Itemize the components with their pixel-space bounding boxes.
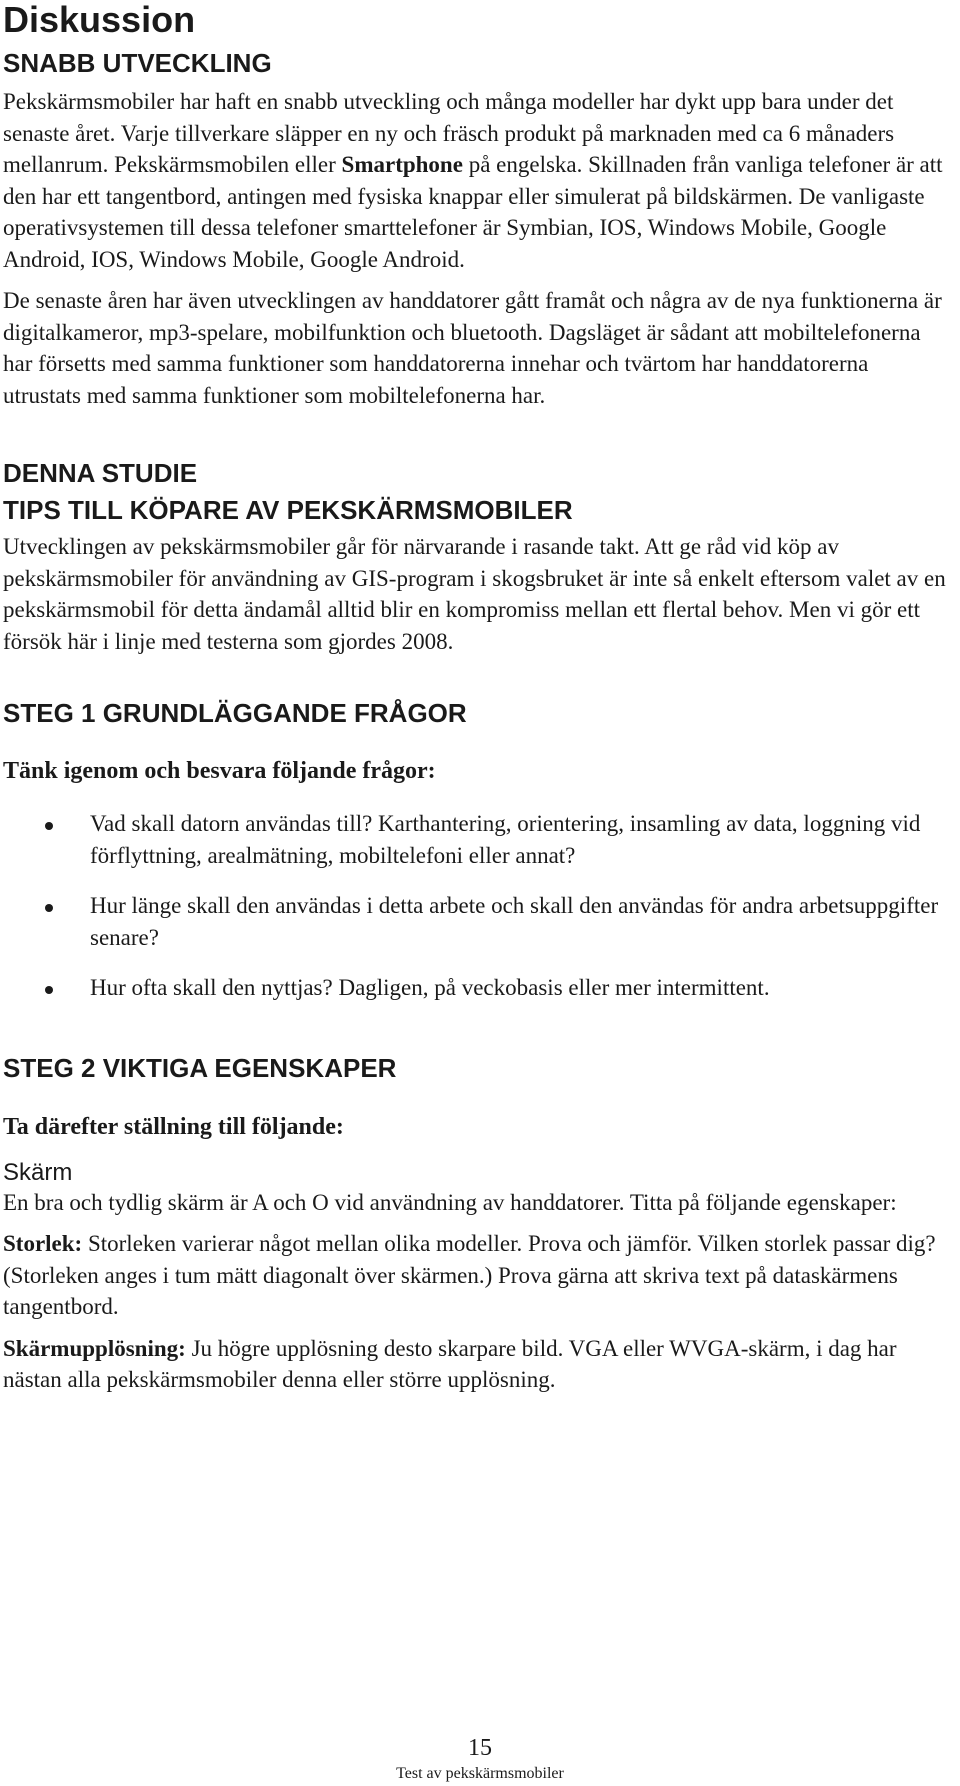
heading-steg-2: STEG 2 VIKTIGA EGENSKAPER — [3, 1052, 397, 1083]
heading-steg-1: STEG 1 GRUNDLÄGGANDE FRÅGOR — [3, 698, 467, 728]
heading-denna-studie: DENNA STUDIE — [3, 458, 198, 488]
subheading-steg-1: Tänk igenom och besvara följande frågor: — [3, 758, 436, 784]
paragraph-skarm: En bra och tydlig skärm är A och O vid användning av handdatorer. Titta på följande egenskaper: — [3, 1189, 897, 1215]
footer-title: Test av pekskärmsmobiler — [396, 1765, 564, 1782]
list-item-text: Hur ofta skall den nyttjas? Dagligen, på veckobasis eller mer intermittent. — [90, 975, 770, 1000]
bullet-icon — [45, 822, 53, 830]
subheading-steg-2: Ta därefter ställning till följande: — [3, 1113, 344, 1140]
list-item-text: Hur länge skall den användas i detta arbete och skall den användas för andra arbetsuppgifter senare? — [90, 893, 939, 950]
paragraph-intro-part1: Pekskärmsmobiler har haft en snabb utveckling och många modeller har dykt upp bara under det senaste året. Varje tillverkare släpper en ny och fräsch produkt på marknaden med ca 6 månaders mellanrum. Pekskärmsmobilen eller — [3, 89, 895, 177]
storlek-text: Storleken varierar något mellan olika modeller. Prova och jämför. Vilken storlek passar dig? (Storleken anges i tum mätt diagonalt över skärmen.) Prova gärna att skriva text på dataskärmens tangentbord. — [3, 1231, 936, 1319]
list-item — [3, 890, 950, 953]
skarmupplosning-text: Ju högre upplösning desto skarpare bild. VGA eller WVGA-skärm, i dag har nästan alla pekskärmsmobiler denna eller större upplösning. — [3, 1335, 897, 1392]
paragraph-intro-part2: på engelska. Skillnaden från vanliga telefoner är att den har ett tangentbord, antingen med fysiska knappar eller simulerat på bildskärmen. De vanligaste operativsystemen till dessa telefoner smarttelefoner är Symbian, IOS, Windows Mobile, Google Android, IOS, Windows Mobile, Google Android. — [3, 152, 943, 272]
smartphone-term: Smartphone — [341, 152, 463, 177]
page-number: 15 — [468, 1735, 492, 1761]
heading-skarm: Skärm — [3, 1158, 73, 1186]
paragraph-handdatorer: De senaste åren har även utvecklingen av handdatorer gått framåt och några av de nya funktionerna är digitalkameror, mp3-spelare, mobilfunktion och bluetooth. Dagsläget är sådant att mobiltelefonerna har försetts med samma funktioner som handdatorerna innehar och tvärtom har handdatorerna utrustats med samma funktioner som mobiltelefonerna har. — [3, 288, 942, 408]
heading-tips: TIPS TILL KÖPARE AV PEKSKÄRMSMOBILER — [3, 495, 573, 525]
paragraph-tips: Utvecklingen av pekskärmsmobiler går för närvarande i rasande takt. Att ge råd vid köp av pekskärmsmobiler för användning av GIS-program i skogsbruket är inte så enkelt eftersom valet av en pekskärmsmobil för detta ändamål alltid blir en kompromiss mellan ett flertal behov. Men vi gör ett försök här i linje med testerna som gjordes 2008. — [3, 534, 946, 654]
paragraph-storlek — [3, 1228, 950, 1323]
heading-snabb-utveckling: SNABB UTVECKLING — [3, 48, 272, 78]
page-title: Diskussion — [3, 0, 196, 40]
skarmupplosning-label: Skärmupplösning: — [3, 1335, 186, 1361]
list-item-text: Vad skall datorn användas till? Karthantering, orientering, insamling av data, loggning vid förflyttning, arealmätning, mobiltelefoni eller annat? — [90, 811, 921, 868]
list-item — [3, 808, 950, 871]
paragraph-intro — [3, 86, 950, 275]
paragraph-skarmupplosning — [3, 1333, 950, 1396]
questions-list — [3, 808, 950, 1004]
list-item — [3, 972, 950, 1004]
bullet-icon — [45, 904, 53, 912]
bullet-icon — [45, 986, 53, 994]
storlek-label: Storlek: — [3, 1231, 83, 1256]
